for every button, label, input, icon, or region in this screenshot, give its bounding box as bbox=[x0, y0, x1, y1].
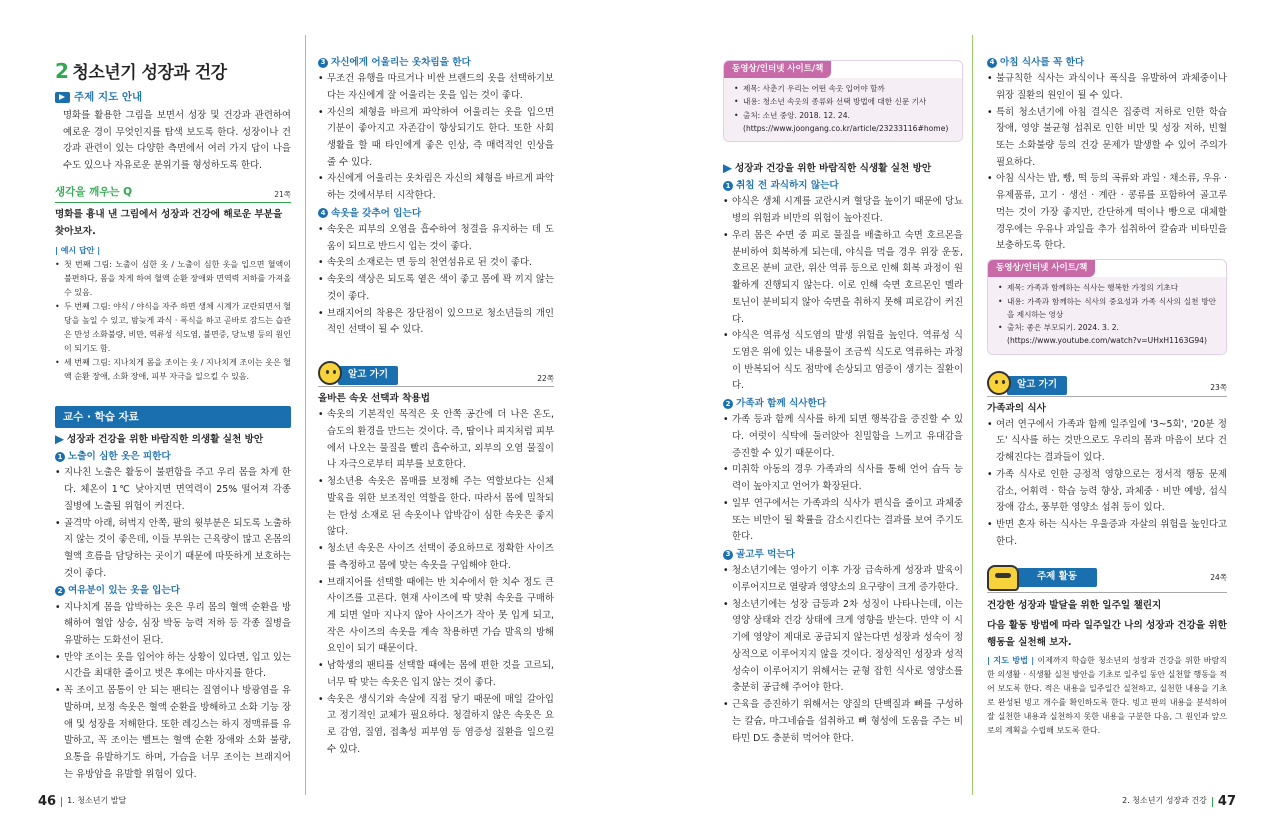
item-4-heading bbox=[318, 205, 554, 222]
media-line: • 제목: 사춘기 우리는 어떤 속옷 입어야 할까 bbox=[734, 82, 952, 95]
triangle-icon bbox=[55, 435, 64, 444]
right-page-column-1 bbox=[723, 58, 963, 747]
list-item: • 야식은 생체 시계를 교란시켜 혈당을 높이기 때문에 당뇨병의 위험과 비만의 위험이 높아진다. bbox=[723, 194, 963, 227]
answer-item: • 세 번째 그림: 지나치게 몸을 조이는 옷 / 지나치게 조이는 옷은 혈액 순환 장애, 소화 장애, 피부 자극을 일으킬 수 있음. bbox=[55, 356, 291, 384]
media-url[interactable]: (https://www.youtube.com/watch?v=UHxH1163G94) bbox=[1007, 336, 1207, 346]
media-box-label: 동영상/인터넷 사이트/책 bbox=[988, 260, 1095, 277]
activity-label: 주제 활동 bbox=[1017, 568, 1097, 587]
answer-tag: | 예시 답안 | bbox=[55, 245, 101, 255]
activity-question: 다음 활동 방법에 따라 일주일간 나의 성장과 건강을 위한 행동을 실천해 보자. bbox=[987, 619, 1227, 648]
guide-heading bbox=[55, 88, 291, 107]
media-line: • 출처: 좋은 부모되기. 2024. 3. 2. bbox=[998, 321, 1216, 334]
footer-divider bbox=[1212, 797, 1213, 807]
list-item: • 가족 식사로 인한 긍정적 영향으로는 정서적 행동 문제 감소, 어휘력 · 학습 능력 향상, 과체중 · 비만 예방, 섭식 장애 감소, 풍부한 영양소 섭취 등이 있다. bbox=[987, 467, 1227, 517]
list-item: • 반면 혼자 하는 식사는 우울증과 자살의 위험을 높인다고 한다. bbox=[987, 517, 1227, 550]
play-icon bbox=[55, 92, 70, 103]
list-item: • 브래지어를 선택할 때에는 반 치수에서 한 치수 정도 큰 사이즈를 고른다. 현재 사이즈에 딱 맞춰 속옷을 구매하게 되면 얼마 지나지 않아 사이즈가 작아 못 입게 되고, 작은 사이즈의 속옷을 계속 착용하면 가슴 발육의 방해 요인이 되기 때문이다. bbox=[318, 575, 554, 659]
list-item: • 아침 식사는 밥, 빵, 떡 등의 곡류와 과일 · 채소류, 우유 · 유제품류, 고기 · 생선 · 계란 · 콩류를 포함하여 골고루 먹는 것이 가장 좋지만, 간단하게 떡이나 빵으로 대체할 경우에는 우유나 과일을 추가 섭취하여 칼슘과 비타민을 보충하도록 한다. bbox=[987, 171, 1227, 255]
list-item: • 자신에게 어울리는 옷차림은 자신의 체형을 바르게 파악하는 것에서부터 시작한다. bbox=[318, 171, 554, 204]
r-item-4-list bbox=[987, 71, 1227, 255]
left-page-column-2 bbox=[318, 58, 554, 759]
list-item: • 지나치게 몸을 압박하는 옷은 우리 몸의 혈액 순환을 방해하여 혈압 상승, 심장 박동 능력 저하 등 각종 질병을 유발하는 도화선이 된다. bbox=[55, 600, 291, 650]
list-item: • 청소년용 속옷은 몸매를 보정해 주는 역할보다는 신체 발육을 위한 보조적인 역할을 한다. 따라서 몸에 밀착되는 탄성 소재로 된 속옷이나 압박감이 심한 속옷은 좋지 않다. bbox=[318, 474, 554, 541]
left-page-column-1 bbox=[55, 58, 291, 784]
r-item-3-heading bbox=[723, 546, 963, 563]
r-item-4-heading bbox=[987, 54, 1227, 71]
know-box-title: 가족과의 식사 bbox=[987, 402, 1046, 414]
activity-title: 건강한 성장과 발달을 위한 일주일 챌린지 bbox=[987, 599, 1162, 611]
r-item-1-heading bbox=[723, 177, 963, 194]
item-1-heading bbox=[55, 448, 291, 465]
footer-text: 2. 청소년기 성장과 건강 bbox=[1122, 796, 1207, 806]
item-1-list bbox=[55, 465, 291, 582]
media-box-body bbox=[724, 78, 962, 141]
list-item: • 가족 등과 함께 식사를 하게 되면 행복감을 증진할 수 있다. 여럿이 식탁에 둘러앉아 친밀함을 느끼고 유대감을 증진할 수 있기 때문이다. bbox=[723, 412, 963, 462]
item-4-list bbox=[318, 222, 554, 339]
know-box-header bbox=[987, 371, 1227, 397]
robot-mascot-icon bbox=[987, 565, 1019, 591]
number-4-icon: 4 bbox=[318, 208, 328, 218]
list-item: • 자신의 체형을 바르게 파악하여 어울리는 옷을 입으면 기분이 좋아지고 자존감이 향상되기도 한다. 또한 사회생활을 할 때 타인에게 좋은 인상, 즉 매력적인 인상을 줄 수 있다. bbox=[318, 105, 554, 172]
guide-body: 명화를 활용한 그림을 보면서 성장 및 건강과 관련하여 예로운 경이 무엇인지를 탐색 보도록 한다. 성장이나 건강과 관련이 있는 다양한 측면에서 여러 가지 답이 나을 수도 있으나 자유로운 분위기를 형성하도록 한다. bbox=[63, 109, 291, 171]
item-2-heading bbox=[55, 582, 291, 599]
answer-item: • 첫 번째 그림: 노출이 심한 옷 / 노출이 심한 옷을 입으면 혈액이 불편하다, 몸을 차게 하여 혈액 순환 장애와 면역력 저하를 가져올 수 있음. bbox=[55, 258, 291, 300]
list-item: • 꼭 조이고 몸통이 안 되는 팬티는 질염이나 방광염을 유발하며, 보정 속옷은 혈액 순환을 방해하고 소화 기능 장애 및 성장을 저해한다. 또한 레깅스는 하지 정맥류를 유발하고, 꼭 조이는 벨트는 혈액 순환 장애와 소화 불량, 요통을 유발하기도 하며, 가슴을 너무 조이는 브래지어는 유방암을 유발할 위험이 있다. bbox=[55, 683, 291, 783]
number-2-icon: 2 bbox=[55, 586, 65, 596]
media-url[interactable]: (https://www.joongang.co.kr/article/23233116#home) bbox=[743, 123, 949, 133]
mascot-icon bbox=[987, 371, 1011, 395]
clothing-practice-heading bbox=[55, 431, 291, 448]
footer-divider bbox=[61, 797, 62, 807]
mascot-icon bbox=[318, 361, 342, 385]
list-item: • 지나친 노출은 활동이 불편함을 주고 우리 몸을 차게 한다. 체온이 1℃ 낮아지면 면역력이 25% 떨어져 각종 질병에 노출될 위험이 커진다. bbox=[55, 465, 291, 515]
list-item: • 청소년 속옷은 사이즈 선택이 중요하므로 정확한 사이즈를 측정하고 몸에 맞는 속옷을 구입해야 한다. bbox=[318, 541, 554, 574]
number-3-icon: 3 bbox=[723, 550, 733, 560]
item-3-title: 자신에게 어울리는 옷차림을 한다 bbox=[331, 57, 471, 68]
r-item-2-title: 가족과 함께 식사한다 bbox=[736, 398, 827, 410]
number-3-icon: 3 bbox=[318, 58, 328, 68]
r-item-3-title: 골고루 먹는다 bbox=[736, 549, 795, 561]
activity-guide-tag: | 지도 방법 | bbox=[987, 655, 1035, 665]
number-1-icon: 1 bbox=[55, 452, 65, 462]
answer-list bbox=[55, 258, 291, 384]
list-item: • 만약 조이는 옷을 입어야 하는 상황이 있다면, 입고 있는 시간을 최대한 줄이고 벗은 후에는 마사지를 한다. bbox=[55, 650, 291, 683]
right-footer bbox=[1122, 790, 1236, 813]
list-item: • 무조건 유행을 따르거나 비싼 브랜드의 옷을 선택하기보다는 자신에게 잘 어울리는 옷을 입는 것이 좋다. bbox=[318, 71, 554, 104]
number-1-icon: 1 bbox=[723, 181, 733, 191]
page-number: 47 bbox=[1217, 794, 1236, 809]
r-item-4-title: 아침 식사를 꼭 한다 bbox=[1000, 57, 1085, 68]
section-title-text: 청소년기 성장과 건강 bbox=[72, 63, 227, 83]
item-3-list bbox=[318, 71, 554, 205]
list-item: • 여러 연구에서 가족과 함께 일주일에 '3~5회', '20분 정도' 식사를 하는 것만으로도 우리의 몸과 마음이 보다 건강해진다는 결과들이 있다. bbox=[987, 417, 1227, 467]
section-title bbox=[55, 58, 291, 84]
media-line: • 내용: 가족과 함께하는 식사의 중요성과 가족 식사의 실천 방안을 제시하는 영상 bbox=[998, 295, 1216, 322]
know-box-list bbox=[318, 407, 554, 758]
think-q-header bbox=[55, 183, 291, 204]
list-item: • 브래지어의 착용은 장단점이 있으므로 청소년들의 개인적인 선택이 될 수 있다. bbox=[318, 306, 554, 339]
r-item-2-list bbox=[723, 412, 963, 546]
list-item: • 우리 몸은 수면 중 피로 물질을 배출하고 숙면 호르몬을 분비하여 회복하게 되는데, 야식을 먹을 경우 위장 운동, 호르몬 분비 교란, 위산 역류 등으로 인해 회복 과정이 원활하게 진행되지 않는다. 이로 인해 숙면 호르몬인 멜라토닌이 분비되지 않아 숙면을 취하지 못해 피로감이 커진다. bbox=[723, 228, 963, 328]
list-item: • 청소년기에는 성장 급등과 2차 성징이 나타나는데, 이는 영양 상태와 건강 상태에 크게 영향을 받는다. 만약 이 시기에 영양이 제대로 공급되지 않는다면 성장과 성숙이 정상적으로 이루어지지 않을 것이다. 정상적인 성장과 성적 성숙이 이루어지기 위해서는 균형 잡힌 식사로 영양소를 충분히 공급해 주어야 한다. bbox=[723, 597, 963, 697]
diet-practice-heading bbox=[723, 160, 963, 177]
footer-text: 1. 청소년기 발달 bbox=[67, 796, 127, 806]
know-box-page: 23쪽 bbox=[1210, 383, 1227, 393]
know-box-label: 알고 가기 bbox=[1007, 376, 1067, 395]
guide-title: 주제 지도 안내 bbox=[74, 91, 143, 104]
media-line: • 내용: 청소년 속옷의 종류와 선택 방법에 대한 신문 기사 bbox=[734, 95, 952, 108]
list-item: • 야식은 역류성 식도염의 발생 위험을 높인다. 역류성 식도염은 위에 있는 내용물이 조금씩 식도로 역류하는 과정이 반복되어 식도 점막에 손상되고 염증이 생기는 질환이다. bbox=[723, 328, 963, 395]
teaching-material-header: 교수 · 학습 자료 bbox=[55, 406, 291, 429]
know-box-page: 22쪽 bbox=[537, 373, 554, 383]
media-box-1 bbox=[723, 60, 963, 142]
list-item: • 속옷의 소재로는 면 등의 천연섬유로 된 것이 좋다. bbox=[318, 255, 554, 272]
list-item: • 속옷은 생식기와 속살에 직접 닿기 때문에 매일 갈아입고 정기적인 교체가 필요하다. 청결하지 않은 속옷은 요로 감염, 질염, 접촉성 피부염 등 염증성 질환을 일으킬 수 있다. bbox=[318, 692, 554, 759]
media-box-body bbox=[988, 277, 1226, 353]
number-2-icon: 2 bbox=[723, 399, 733, 409]
right-page-column-2 bbox=[987, 58, 1227, 738]
clothing-practice-heading-text: 성장과 건강을 위한 바람직한 의생활 실천 방안 bbox=[67, 434, 264, 446]
list-item: • 남학생의 팬티를 선택할 때에는 몸에 편한 것을 고르되, 너무 딱 맞는 속옷은 입지 않는 것이 좋다. bbox=[318, 658, 554, 691]
column-guide-line bbox=[305, 35, 306, 795]
know-box-label: 알고 가기 bbox=[338, 366, 398, 385]
r-item-2-heading bbox=[723, 395, 963, 412]
media-line: • 제목: 가족과 함께하는 식사는 행복한 가정의 기초다 bbox=[998, 281, 1216, 294]
know-box-header bbox=[318, 361, 554, 387]
activity-guide bbox=[987, 654, 1227, 738]
think-q-page: 21쪽 bbox=[274, 190, 291, 200]
item-4-title: 속옷을 갖추어 입는다 bbox=[331, 207, 422, 219]
answer-block bbox=[55, 244, 291, 384]
item-2-list bbox=[55, 600, 291, 784]
item-2-title: 여유분이 있는 옷을 입는다 bbox=[68, 585, 180, 597]
answer-item: • 두 번째 그림: 야식 / 야식을 자주 하면 생체 시계가 교란되면서 혈당을 높일 수 있고, 밤늦게 과식 · 폭식을 하고 곧바로 잠드는 습관은 만성 소화불량, 비만, 역류성 식도염, 불면증, 당뇨병 등의 원인이 되기도 함. bbox=[55, 300, 291, 356]
know-box-title: 올바른 속옷 선택과 착용법 bbox=[318, 393, 430, 405]
left-footer bbox=[38, 790, 126, 813]
list-item: • 속옷의 색상은 되도록 옅은 색이 좋고 몸에 꽉 끼지 않는 것이 좋다. bbox=[318, 272, 554, 305]
list-item: • 청소년기에는 영아기 이후 가장 급속하게 성장과 발육이 이루어지므로 열량과 영양소의 요구량이 크게 증가한다. bbox=[723, 563, 963, 596]
list-item: • 근육을 증진하기 위해서는 양질의 단백질과 뼈를 구성하는 칼슘, 마그네슘을 섭취하고 뼈 형성에 도움을 주는 비타민 D도 충분히 먹어야 한다. bbox=[723, 697, 963, 747]
section-number: 2 bbox=[55, 59, 69, 83]
diet-practice-heading-text: 성장과 건강을 위한 바람직한 식생활 실천 방안 bbox=[735, 163, 932, 175]
media-box-2 bbox=[987, 259, 1227, 355]
list-item: • 미취학 아동의 경우 가족과의 식사를 통해 언어 습득 능력이 높아지고 언어가 확장된다. bbox=[723, 462, 963, 495]
r-item-3-list bbox=[723, 563, 963, 747]
media-line: • 출처: 소년 중앙. 2018. 12. 24. bbox=[734, 109, 952, 122]
item-1-title: 노출이 심한 옷은 피한다 bbox=[68, 451, 171, 463]
know-box-list bbox=[987, 417, 1227, 551]
list-item: • 일부 연구에서는 가족과의 식사가 편식을 줄이고 과체중 또는 비만이 될 확률을 감소시킨다는 결과를 보여 주기도 한다. bbox=[723, 496, 963, 546]
column-guide-line bbox=[972, 35, 973, 795]
list-item: • 골격막 아래, 허벅지 안쪽, 팔의 윗부분은 되도록 노출하지 않는 것이 좋은데, 이들 부위는 근육량이 많고 온몸의 혈액 흐름을 담당하는 곳이기 때문에 따뜻하게 보호하는 것이 좋다. bbox=[55, 516, 291, 583]
activity-page: 24쪽 bbox=[1210, 572, 1227, 582]
list-item: • 속옷의 기본적인 목적은 옷 안쪽 공간에 더 나은 온도, 습도의 환경을 만드는 것이다. 즉, 땀이나 피지처럼 피부에서 나오는 물질을 빨리 흡수하고, 외부의 오염 물질이나 자극으로부터 피부를 보호한다. bbox=[318, 407, 554, 474]
activity-header bbox=[987, 565, 1227, 593]
r-item-1-title: 취침 전 과식하지 않는다 bbox=[736, 180, 839, 192]
think-q-question: 명화를 흉내 낸 그림에서 성장과 건강에 해로운 부분을 찾아보자. bbox=[55, 209, 283, 238]
list-item: • 특히 청소년기에 아침 결식은 집중력 저하로 인한 학습 장애, 영양 불균형 섭취로 인한 비만 및 성장 저하, 빈혈 또는 소화불량 등의 건강 문제가 발생할 수 있어 주의가 필요하다. bbox=[987, 105, 1227, 172]
think-q-label: 생각을 깨우는 Q bbox=[55, 185, 133, 198]
activity-guide-body: 이제까지 학습한 청소년의 성장과 건강을 위한 바람직한 의생활 · 식생활 실천 방안을 기초로 일주일 동안 실천할 행동을 적어 보도록 한다. 적은 내용을 일주일간 실천하고, 실천한 내용을 기초로 완성된 빙고 개수를 확인하도록 한다. 빙고 판의 내용을 분석하여 잘 실천한 내용과 실천하지 못한 내용을 구분한 다음, 그 원인과 앞으로의 계획을 수립해 보도록 한다. bbox=[987, 655, 1227, 735]
number-4-icon: 4 bbox=[987, 58, 997, 68]
item-3-heading bbox=[318, 54, 554, 71]
list-item: • 속옷은 피부의 오염을 흡수하여 청결을 유지하는 데 도움이 되므로 반드시 입는 것이 좋다. bbox=[318, 222, 554, 255]
list-item: • 불규칙한 식사는 과식이나 폭식을 유발하여 과체중이나 위장 질환의 원인이 될 수 있다. bbox=[987, 71, 1227, 104]
media-box-label: 동영상/인터넷 사이트/책 bbox=[724, 61, 831, 78]
triangle-icon bbox=[723, 164, 732, 173]
page-number: 46 bbox=[38, 794, 57, 809]
r-item-1-list bbox=[723, 194, 963, 395]
